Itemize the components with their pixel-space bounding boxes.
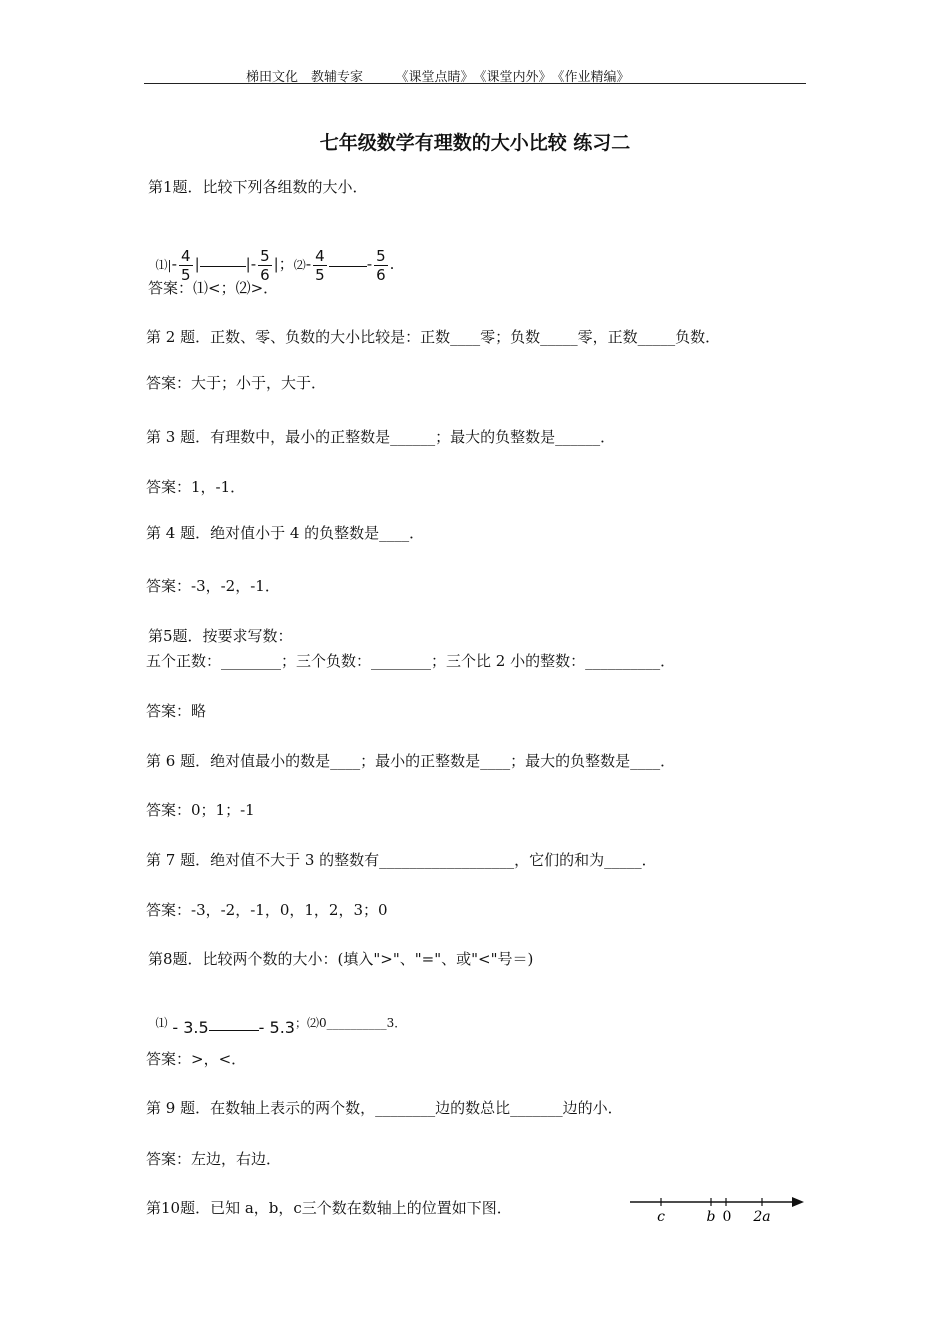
q3-text: 第 3 题．有理数中，最小的正整数是______；最大的负整数是______．: [146, 428, 616, 446]
q3-answer: 答案：1，-1．: [146, 478, 246, 496]
q1-fraction-c: $\frac{4}{5}$: [315, 246, 325, 284]
q1-blank-1[interactable]: [200, 265, 246, 267]
header-divider: [144, 83, 806, 84]
q1-answer: 答案：⑴<；⑵>．: [148, 279, 279, 297]
q1-part1-prefix: ⑴|: [155, 258, 172, 272]
q4-answer: 答案：-3，-2，-1．: [146, 577, 280, 595]
q6-text: 第 6 题．绝对值最小的数是____；最小的正整数是____；最大的负整数是____．: [146, 752, 676, 770]
q9-answer: 答案：左边，右边．: [146, 1150, 282, 1168]
q8-expression: $^⑴ - 3.5 - 5.3^{;⑵0\_\_\_\_\_\_\_\_\_\_3.}$: [155, 1016, 407, 1037]
label-0: 0: [722, 1209, 732, 1225]
label-c: c: [657, 1209, 665, 1225]
q8-label: 第8题．比较两个数的大小：(填入">"、"="、或"<"号＝): [148, 950, 534, 968]
q8-blank-1[interactable]: [209, 1029, 259, 1031]
q1-fraction-a: $\frac{4}{5}$: [181, 246, 191, 284]
q5-answer: 答案：略: [146, 702, 207, 720]
q8-part2: ⑵0__________3．: [306, 1016, 407, 1030]
q1-label: 第1题．比较下列各组数的大小．: [148, 178, 368, 196]
q2-text: 第 2 题．正数、零、负数的大小比较是：正数____零；负数_____零，正数_____负数．: [146, 328, 721, 346]
q10-text: 第10题．已知 a，b，c三个数在数轴上的位置如下图．: [146, 1199, 512, 1217]
q9-text: 第 9 题．在数轴上表示的两个数，________边的数总比_______边的小．: [146, 1099, 623, 1117]
q5-text: 五个正数：________；三个负数：________；三个比 2 小的整数：__________．: [146, 652, 676, 670]
q2-answer: 答案：大于；小于，大于．: [146, 374, 327, 392]
q1-fraction-b: $\frac{5}{6}$: [260, 246, 270, 284]
q4-text: 第 4 题．绝对值小于 4 的负整数是____．: [146, 524, 425, 542]
q1-blank-2[interactable]: [329, 265, 367, 267]
q8-value-a: - 3.5: [172, 1018, 209, 1037]
q1-fraction-d: $\frac{5}{6}$: [376, 246, 386, 284]
q7-answer: 答案：-3，-2，-1，0，1，2，3；0: [146, 901, 388, 919]
label-b: b: [706, 1209, 716, 1225]
q1-part2-prefix: ⑵: [293, 258, 306, 272]
q8-value-b: - 5.3: [258, 1018, 295, 1037]
q6-answer: 答案：0；1；-1: [146, 801, 255, 819]
number-line: [628, 1192, 808, 1228]
q5-label: 第5题．按要求写数：: [148, 627, 293, 645]
q8-part1-prefix: ⑴: [155, 1016, 168, 1030]
number-line-arrow: [792, 1197, 804, 1207]
label-2a: 2a: [753, 1209, 771, 1225]
q7-text: 第 7 题．绝对值不大于 3 的整数有__________________，它们的和为_____．: [146, 851, 657, 869]
page-header: 梯田文化 教辅专家 《课堂点睛》 《课堂内外》 《作业精编》: [246, 70, 630, 85]
q1-expression: ⑴|- $\frac{4}{5}$ | |- $\frac{5}{6}$ |；⑵- $\frac{4}{5}$ - $\frac{5}{6}$ .: [155, 246, 395, 284]
page-title: 七年级数学有理数的大小比较 练习二: [319, 132, 631, 154]
q8-answer: 答案：>，<．: [146, 1050, 247, 1068]
